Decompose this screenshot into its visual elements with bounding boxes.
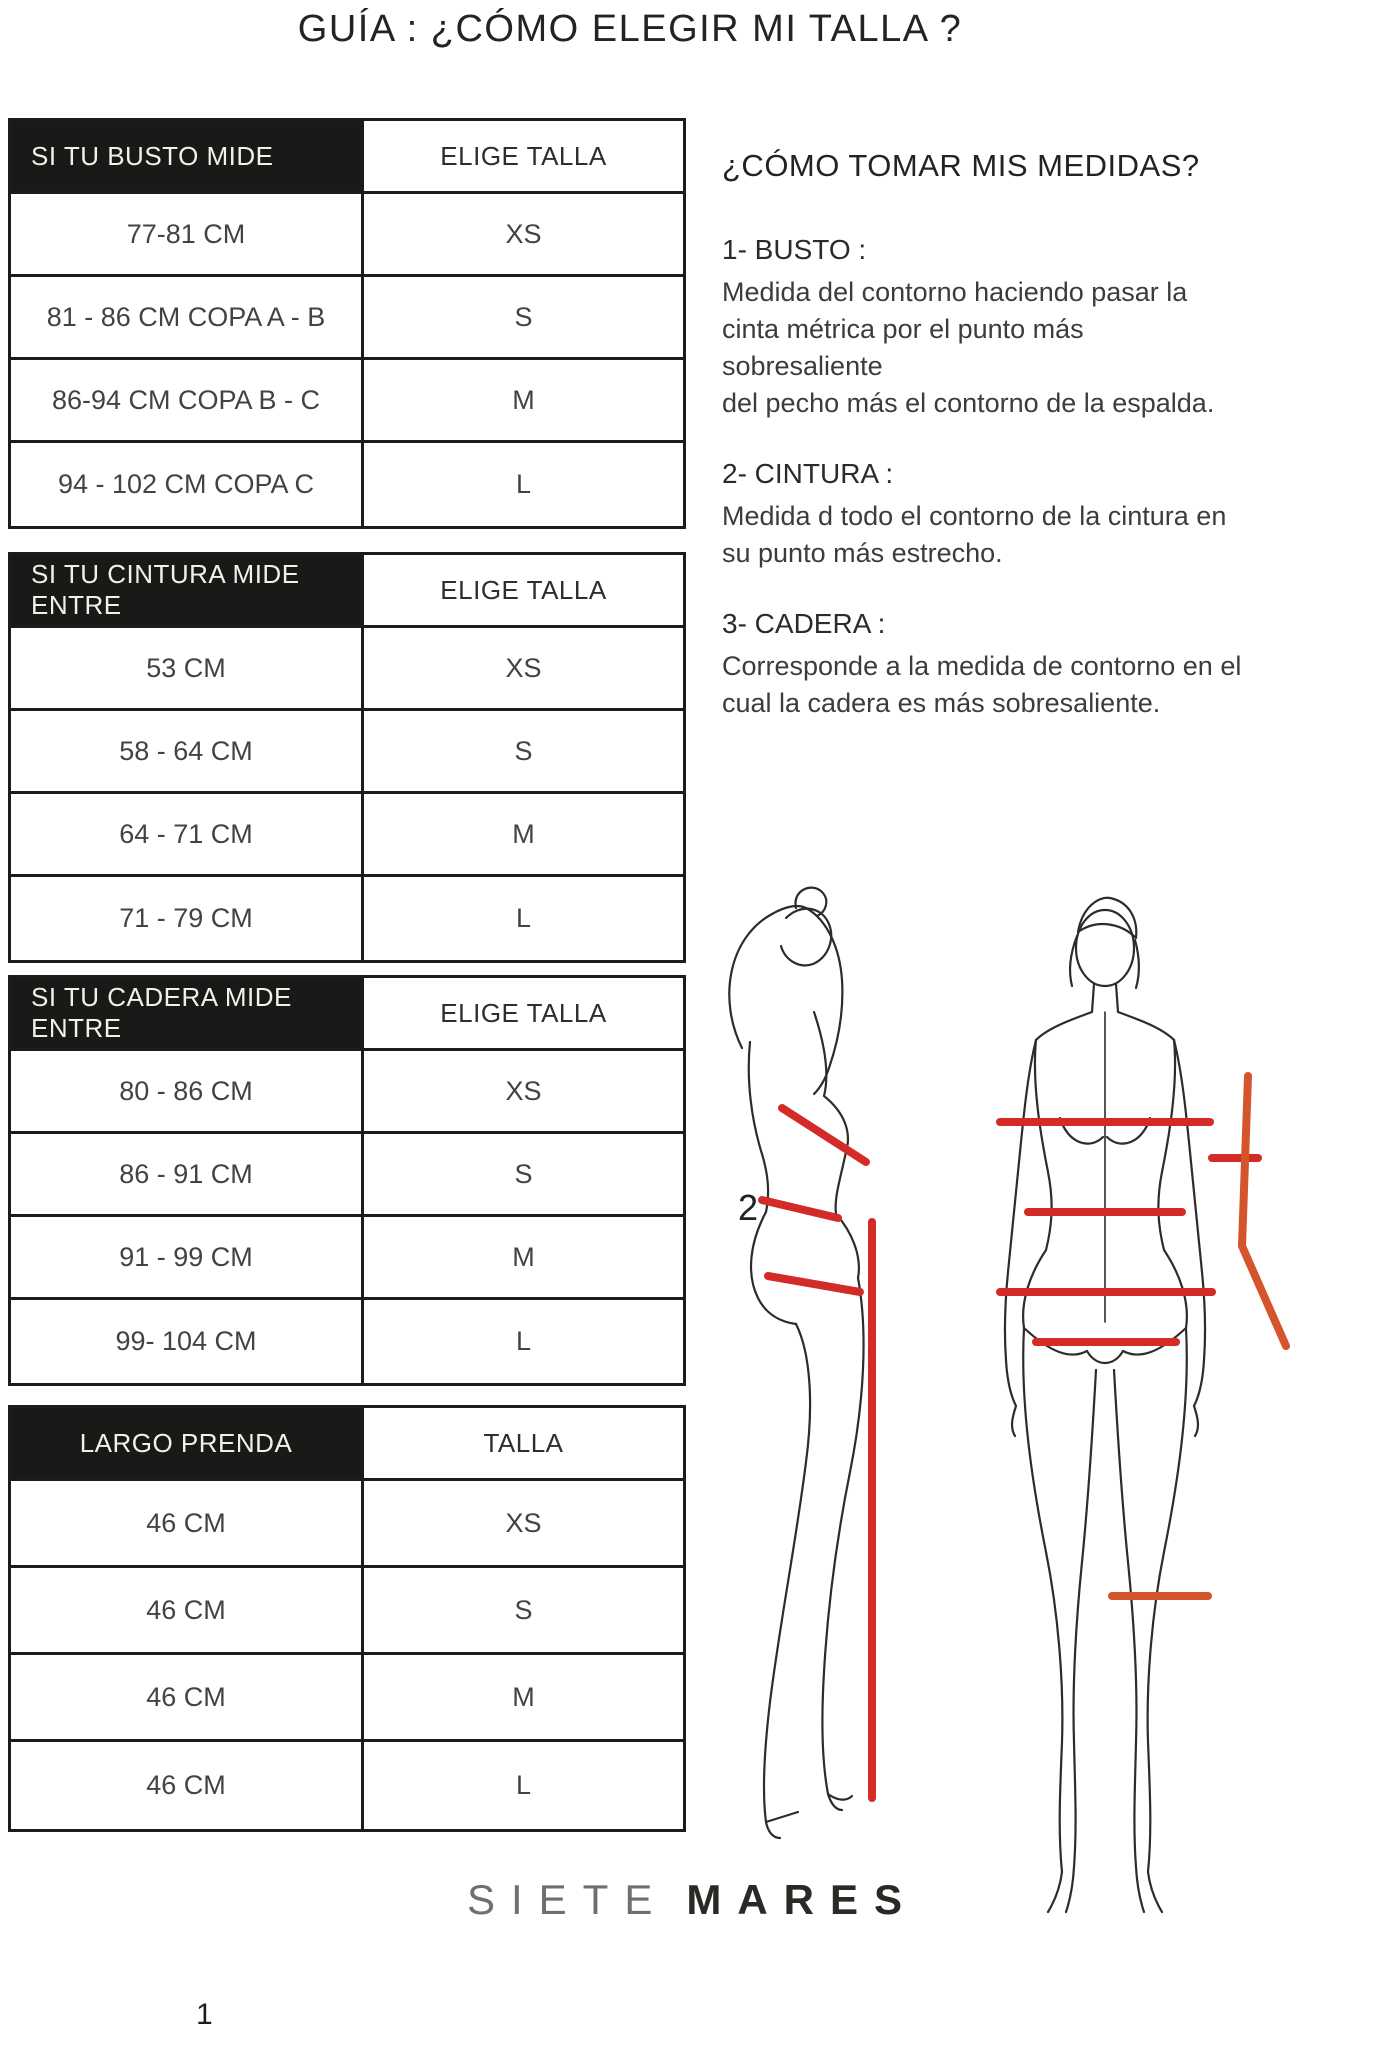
measure-cell: 99- 104 CM bbox=[115, 1326, 257, 1356]
croquis-svg bbox=[600, 880, 1385, 1920]
table-header-cadera: SI TU CADERA MIDE ENTRE bbox=[11, 978, 361, 1048]
table-row bbox=[11, 194, 683, 277]
size-cell: XS bbox=[361, 1481, 683, 1565]
instruction-line: Medida del contorno haciendo pasar la bbox=[722, 277, 1188, 307]
size-cell: S bbox=[361, 1568, 683, 1652]
hip-measurement-line bbox=[768, 1276, 860, 1292]
table-header-elige-talla: ELIGE TALLA bbox=[361, 121, 683, 191]
measure-cell: 91 - 99 CM bbox=[119, 1241, 253, 1272]
size-table-cadera bbox=[8, 975, 686, 1386]
size-cell: XS bbox=[361, 1051, 683, 1131]
measure-cell: 77-81 CM bbox=[126, 218, 246, 249]
measure-cell: 46 CM bbox=[146, 1681, 226, 1712]
instruction-label-cadera: 3- CADERA : bbox=[722, 608, 886, 639]
measure-cell: 86-94 CM COPA B - C bbox=[51, 384, 321, 415]
size-cell: S bbox=[361, 1134, 683, 1214]
table-header-row bbox=[11, 555, 683, 628]
measure-cell: 46 CM bbox=[146, 1507, 226, 1538]
table-row bbox=[11, 1655, 683, 1742]
size-cell: M bbox=[361, 360, 683, 440]
table-header-cintura: SI TU CINTURA MIDE ENTRE bbox=[11, 555, 361, 625]
measure-cell: 53 CM bbox=[146, 652, 226, 683]
figure-illustration bbox=[600, 880, 1385, 1920]
size-cell: M bbox=[361, 794, 683, 874]
instruction-label-cintura: 2- CINTURA : bbox=[722, 458, 894, 489]
table-header-row bbox=[11, 1408, 683, 1481]
instruction-line: cinta métrica por el punto más sobresaliente bbox=[722, 314, 1084, 381]
measure-cell: 80 - 86 CM bbox=[119, 1075, 253, 1106]
measure-cell: 71 - 79 CM bbox=[119, 903, 253, 933]
instruction-line: del pecho más el contorno de la espalda. bbox=[722, 388, 1215, 418]
page-number: 1 bbox=[196, 1998, 213, 2031]
table-row bbox=[11, 1051, 683, 1134]
size-cell: XS bbox=[361, 628, 683, 708]
size-cell: S bbox=[361, 277, 683, 357]
figure-number-label: 2 bbox=[738, 1187, 759, 1228]
measure-cell: 81 - 86 CM COPA A - B bbox=[46, 301, 326, 332]
size-cell: M bbox=[361, 1217, 683, 1297]
table-row bbox=[11, 1568, 683, 1655]
instruction-line: Corresponde a la medida de contorno en el bbox=[722, 651, 1242, 681]
measure-cell: 46 CM bbox=[146, 1594, 226, 1625]
table-row bbox=[11, 711, 683, 794]
measure-cell: 86 - 91 CM bbox=[119, 1158, 253, 1189]
table-header-row bbox=[11, 978, 683, 1051]
croquis-side-figure bbox=[729, 888, 863, 1838]
table-row bbox=[11, 1481, 683, 1568]
croquis-front-figure bbox=[1005, 898, 1205, 1912]
table-header-elige-talla: ELIGE TALLA bbox=[361, 555, 683, 625]
side-length-line bbox=[1242, 1076, 1286, 1346]
size-cell: XS bbox=[361, 194, 683, 274]
table-row bbox=[11, 628, 683, 711]
table-header-elige-talla: ELIGE TALLA bbox=[361, 978, 683, 1048]
waist-measurement-line bbox=[762, 1200, 838, 1218]
table-header-talla: TALLA bbox=[361, 1408, 683, 1478]
logo-siete: SIETE bbox=[466, 1876, 669, 1923]
measure-cell: 58 - 64 CM bbox=[119, 735, 253, 766]
instruction-line: cual la cadera es más sobresaliente. bbox=[722, 688, 1161, 718]
size-cell: L bbox=[361, 1300, 683, 1383]
bust-measurement-line bbox=[782, 1108, 866, 1162]
instruction-line: Medida d todo el contorno de la cintura en bbox=[722, 501, 1227, 531]
table-row bbox=[11, 1742, 683, 1829]
measure-cell: 94 - 102 CM COPA C bbox=[57, 469, 315, 499]
table-header-largo-prenda: LARGO PRENDA bbox=[11, 1408, 361, 1478]
size-cell: L bbox=[361, 877, 683, 960]
size-cell: S bbox=[361, 711, 683, 791]
measurement-lines-front bbox=[1000, 1076, 1286, 1596]
instructions-heading: ¿CÓMO TOMAR MIS MEDIDAS? bbox=[722, 148, 1200, 183]
table-row bbox=[11, 277, 683, 360]
instruction-label-busto: 1- BUSTO : bbox=[722, 234, 867, 265]
size-table-busto bbox=[8, 118, 686, 529]
page-title: GUÍA : ¿CÓMO ELEGIR MI TALLA ? bbox=[297, 8, 963, 50]
measuring-instructions bbox=[722, 148, 1247, 722]
size-cell: M bbox=[361, 1655, 683, 1739]
table-row bbox=[11, 443, 683, 526]
measure-cell: 64 - 71 CM bbox=[119, 818, 253, 849]
logo-mares: MARES bbox=[686, 1876, 919, 1923]
size-cell: L bbox=[361, 1742, 683, 1829]
table-row bbox=[11, 794, 683, 877]
measure-cell: 46 CM bbox=[146, 1770, 226, 1800]
size-table-cintura bbox=[8, 552, 686, 963]
table-row bbox=[11, 360, 683, 443]
table-header-row bbox=[11, 121, 683, 194]
table-row bbox=[11, 877, 683, 960]
instruction-line: su punto más estrecho. bbox=[722, 538, 1003, 568]
table-header-busto: SI TU BUSTO MIDE bbox=[11, 121, 361, 191]
measurement-lines-side bbox=[762, 1108, 872, 1798]
brand-logo bbox=[0, 1876, 1385, 1924]
size-table-largo-prenda bbox=[8, 1405, 686, 1832]
table-row bbox=[11, 1217, 683, 1300]
size-cell: L bbox=[361, 443, 683, 526]
table-row bbox=[11, 1300, 683, 1383]
table-row bbox=[11, 1134, 683, 1217]
